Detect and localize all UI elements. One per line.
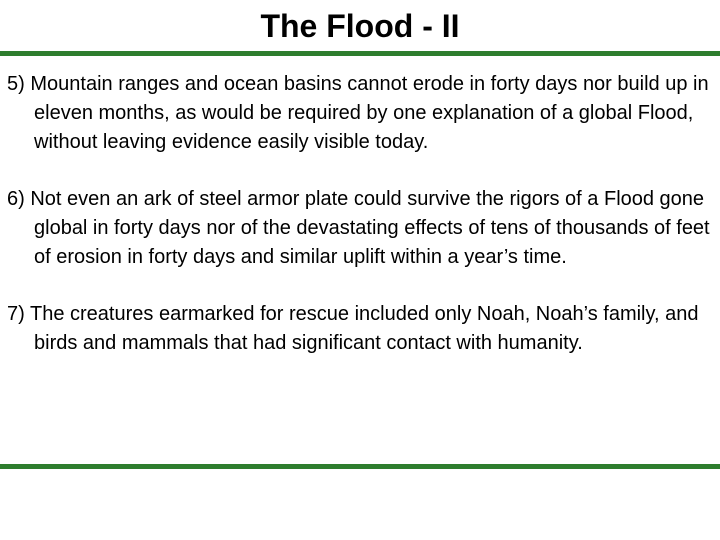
point-number: 7) bbox=[7, 303, 25, 325]
point-number: 6) bbox=[7, 188, 25, 210]
point-list bbox=[7, 70, 713, 358]
title-divider bbox=[0, 51, 720, 56]
footer-divider bbox=[0, 464, 720, 469]
point-text: Mountain ranges and ocean basins cannot erode in forty days nor build up in eleven months, as would be required by one explanation of a global Flood, without leaving evidence easily visible today. bbox=[30, 73, 709, 153]
point-number: 5) bbox=[7, 73, 25, 95]
point-text: The creatures earmarked for rescue included only Noah, Noah’s family, and birds and mammals that had significant contact with humanity. bbox=[30, 303, 699, 354]
point-text: Not even an ark of steel armor plate could survive the rigors of a Flood gone global in forty days nor of the devastating effects of tens of thousands of feet of erosion in forty days and similar uplift within a year’s time. bbox=[30, 188, 710, 268]
point-item bbox=[7, 185, 713, 272]
point-item bbox=[7, 70, 713, 157]
slide-title: The Flood - II bbox=[260, 8, 460, 44]
point-item bbox=[7, 300, 713, 358]
